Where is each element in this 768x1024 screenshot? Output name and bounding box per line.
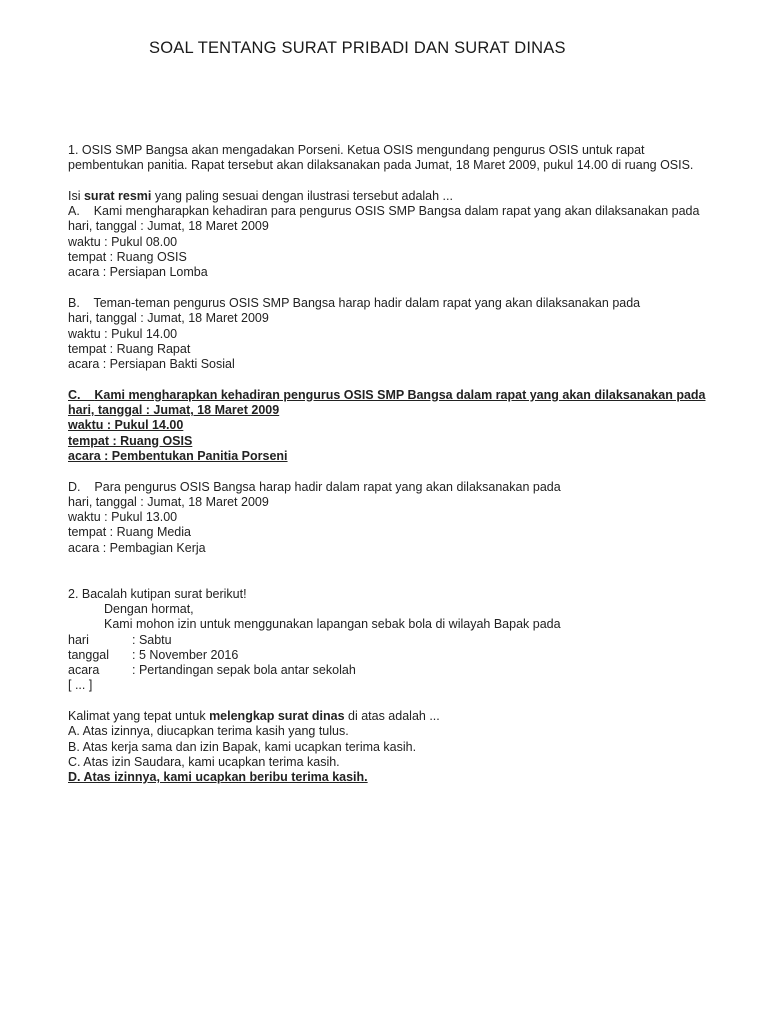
q2-row-tanggal: tanggal : 5 November 2016 — [68, 647, 239, 662]
q1-instruction-emphasis: surat resmi — [83, 188, 152, 203]
q1-option-d: D. Para pengurus OSIS Bangsa harap hadir dalam rapat yang akan dilaksanakan pada hari, tanggal : Jumat, 18 Maret 2009 waktu : Pukul 13.00 tempat : Ruang Media acara : Pembagian Kerja — [68, 479, 561, 555]
q1-instruction: Isi surat resmi yang paling sesuai dengan ilustrasi tersebut adalah ... — [68, 188, 453, 203]
q1-option-b: B. Teman-teman pengurus OSIS SMP Bangsa harap hadir dalam rapat yang akan dilaksanakan pada hari, tanggal : Jumat, 18 Maret 2009 waktu : Pukul 14.00 tempat : Ruang Rapat acara : Persiapan Bakti Sosial — [68, 295, 641, 372]
q2-instruction-emphasis: melengkap surat dinas — [209, 708, 345, 723]
q1-stem: 1. OSIS SMP Bangsa akan mengadakan Porseni. Ketua OSIS mengundang pengurus OSIS untuk rapat pembentukan panitia. Rapat tersebut akan dilaksanakan pada Jumat, 18 Maret 2009, pukul 14.00 di ruang OSIS. — [68, 143, 694, 173]
q2-option-c: C. Atas izin Saudara, kami ucapkan terima kasih. — [68, 754, 340, 769]
q2-option-d-answer: D. Atas izinnya, kami ucapkan beribu terima kasih. — [68, 770, 368, 785]
q2-stem: 2. Bacalah kutipan surat berikut! — [68, 586, 247, 601]
q1-option-c-answer: C. Kami mengharapkan kehadiran pengurus OSIS SMP Bangsa dalam rapat yang akan dilaksanakan pada hari, tanggal : Jumat, 18 Maret 2009 waktu : Pukul 14.00 tempat : Ruang OSIS acara : Pembentukan Panitia Porseni — [68, 387, 706, 463]
q1-option-a: A. Kami mengharapkan kehadiran para pengurus OSIS SMP Bangsa dalam rapat yang akan dilaksanakan pada hari, tanggal : Jumat, 18 Maret 2009 waktu : Pukul 08.00 tempat : Ruang OSIS acara : Persiapan Lomba — [68, 204, 700, 280]
page-title: SOAL TENTANG SURAT PRIBADI DAN SURAT DINAS — [149, 39, 566, 57]
q2-greeting: Dengan hormat, — [104, 601, 194, 616]
document-content — [68, 143, 713, 785]
q2-ellipsis: [ ... ] — [68, 678, 93, 693]
q2-body: Kami mohon izin untuk menggunakan lapangan sebak bola di wilayah Bapak pada — [104, 617, 561, 632]
q2-option-b: B. Atas kerja sama dan izin Bapak, kami ucapkan terima kasih. — [68, 739, 417, 754]
q2-instruction: Kalimat yang tepat untuk melengkap surat dinas di atas adalah ... — [68, 708, 440, 723]
q2-row-acara: acara : Pertandingan sepak bola antar sekolah — [68, 663, 356, 678]
q2-option-a: A. Atas izinnya, diucapkan terima kasih yang tulus. — [68, 724, 349, 739]
q2-row-hari: hari : Sabtu — [68, 632, 172, 647]
